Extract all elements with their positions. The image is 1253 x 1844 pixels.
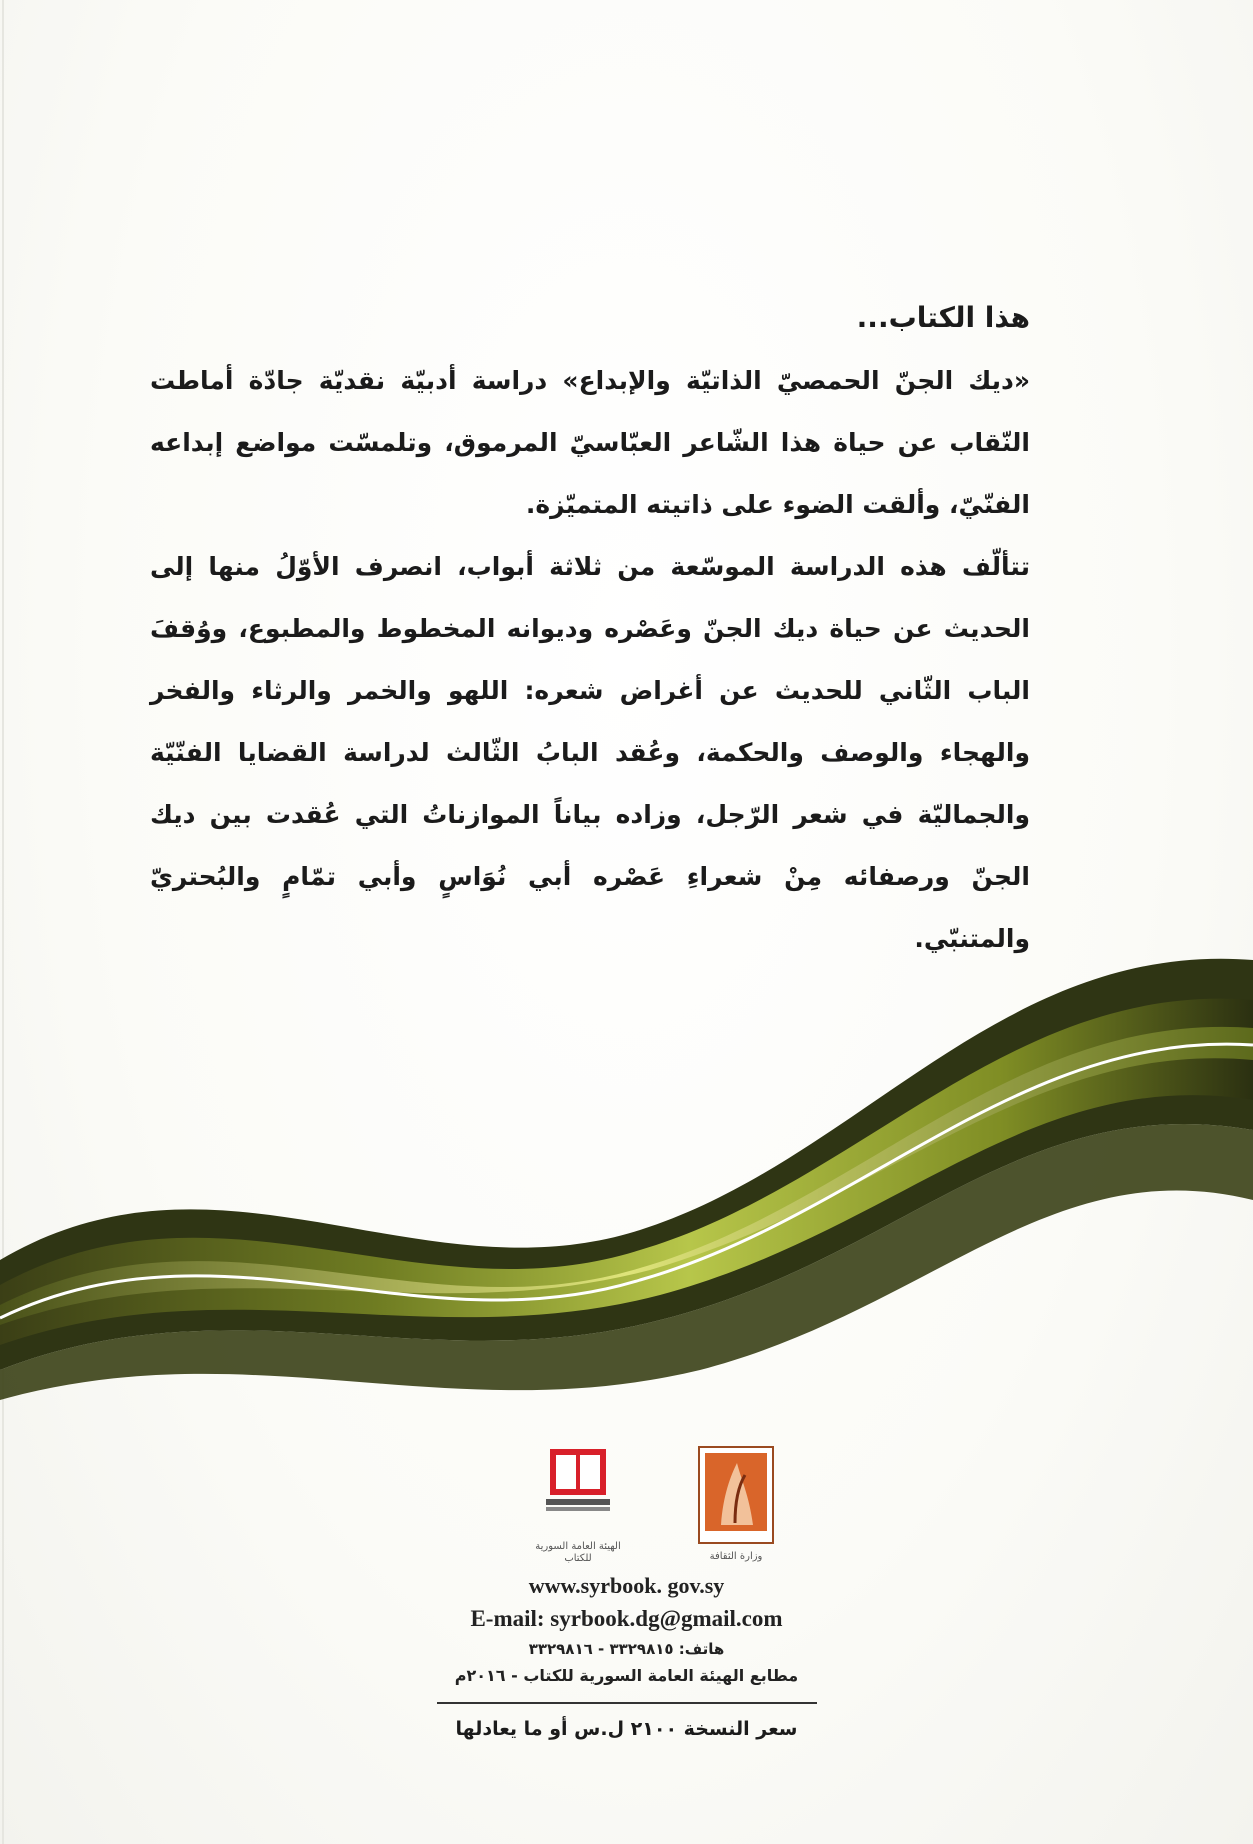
printer-line: مطابع الهيئة العامة السورية للكتاب - ٢٠١٦م xyxy=(454,1666,799,1685)
blurb-paragraph-1: «ديك الجنّ الحمصيّ الذاتيّة والإبداع» دراسة أدبيّة نقديّة جادّة أماطت النّقاب عن حياة هذا الشّاعر العبّاسيّ المرموق، وتلمسّت مواضع إبداعه الفنّيّ، وألقت الضوء على ذاتيته المتميّزة. xyxy=(150,366,1030,519)
email-link[interactable]: E-mail: syrbook.dg@gmail.com xyxy=(470,1606,783,1631)
contact-info xyxy=(0,1570,1253,1740)
ministry-logo xyxy=(697,1445,775,1563)
gob-logo-caption: الهيئة العامة السورية للكتاب xyxy=(535,1541,621,1564)
publisher-logos xyxy=(0,1445,1253,1570)
blurb xyxy=(150,296,1030,970)
ministry-logo-caption: وزارة الثقافة xyxy=(709,1551,763,1562)
phone-number: هاتف: ٣٣٢٩٨١٥ - ٣٣٢٩٨١٦ xyxy=(528,1640,725,1658)
book-icon xyxy=(532,1445,624,1535)
ministry-emblem-icon xyxy=(697,1445,775,1545)
divider xyxy=(437,1702,817,1704)
website-link[interactable]: www.syrbook. gov.sy xyxy=(528,1573,725,1598)
blurb-heading: هذا الكتاب... xyxy=(856,301,1030,334)
price-label: سعر النسخة ٢١٠٠ ل.س أو ما يعادلها xyxy=(455,1718,798,1740)
decorative-wave xyxy=(0,900,1253,1420)
blurb-paragraph-2: تتألّف هذه الدراسة الموسّعة من ثلاثة أبواب، انصرف الأوّلُ منها إلى الحديث عن حياة ديك الجنّ وعَصْره وديوانه المخطوط والمطبوع، ووُقفَ الباب الثّاني للحديث عن أغراض شعره: اللهو والخمر والرثاء والفخر والهجاء والوصف والحكمة، وعُقد البابُ الثّالث لدراسة القضايا الفنّيّة والجماليّة في شعر الرّجل، وزاده بياناً الموازناتُ التي عُقدت بين ديك الجنّ ورصفائه مِنْ شعراءِ عَصْره أبي نُوَاسٍ وأبي تمّامٍ والبُحتريّ والمتنبّي. xyxy=(150,552,1030,953)
gob-logo xyxy=(532,1445,624,1565)
